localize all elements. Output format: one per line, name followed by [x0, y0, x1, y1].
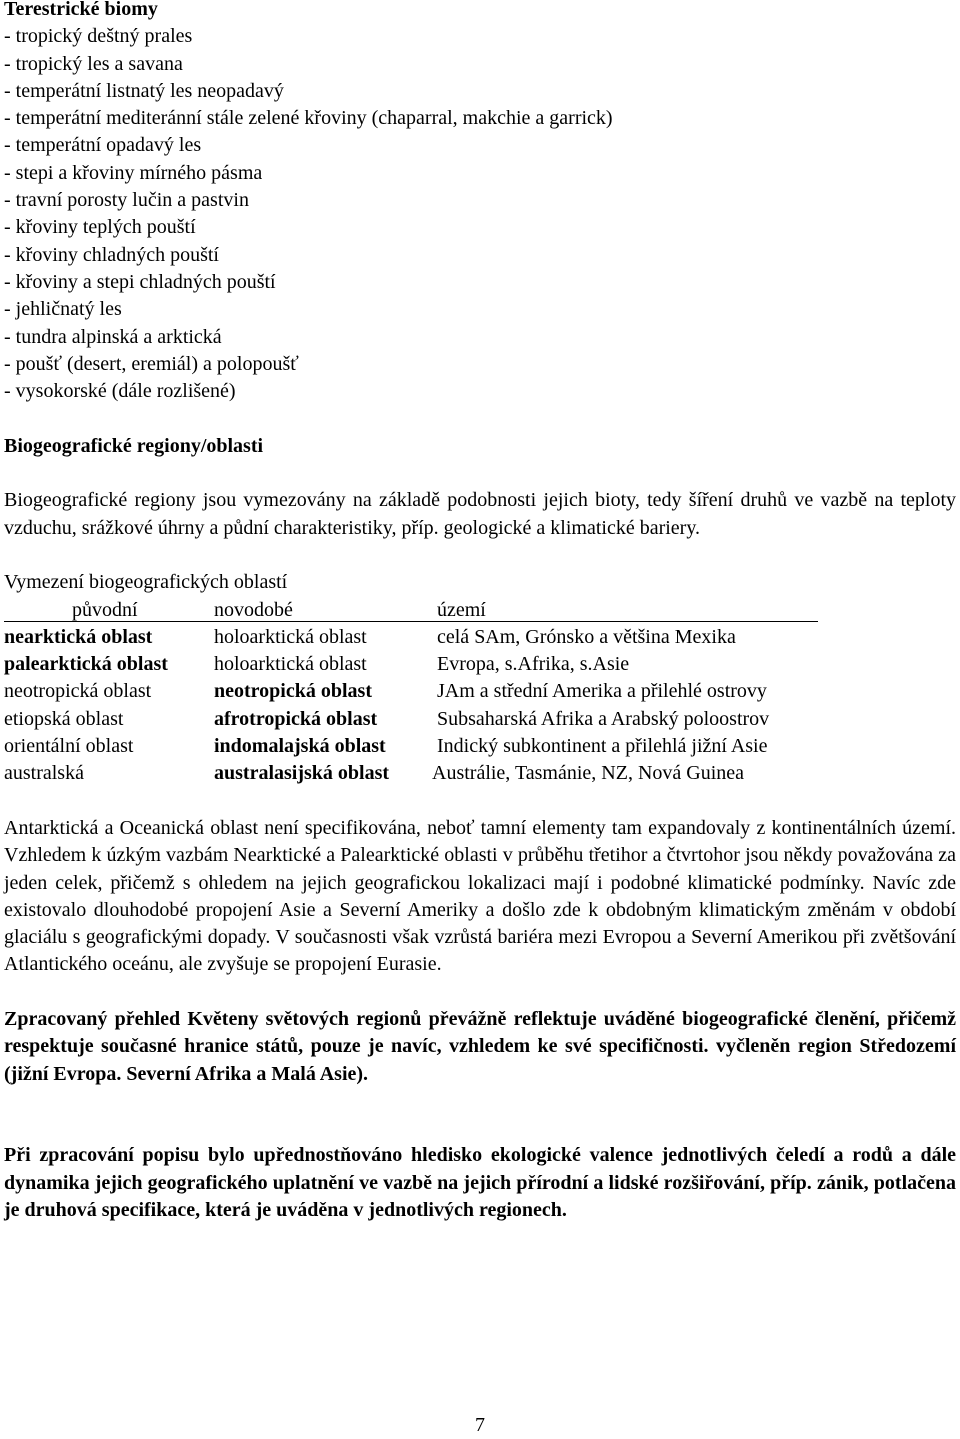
- biome-item: - tropický deštný prales: [4, 25, 193, 48]
- cell-territory: celá SAm, Grónsko a většina Mexika: [437, 625, 736, 648]
- cell-original: palearktická oblast: [4, 653, 168, 676]
- header-original: původní: [72, 598, 138, 621]
- biome-item: - travní porosty lučin a pastvin: [4, 189, 249, 212]
- regions-title: Biogeografické regiony/oblasti: [4, 434, 264, 457]
- regions-intro-paragraph: Biogeografické regiony jsou vymezovány na základě podobnosti jejich bioty, tedy šíření druhů ve vazbě na teploty vzduchu, srážkové úhrny a půdní charakteristiky, příp. geologické a klimatické bariery.: [4, 489, 956, 539]
- overview-paragraph: Zpracovaný přehled Květeny světových regionů převážně reflektuje uváděné biogeografické členění, přičemž respektuje současné hranice států, pouze je navíc, vzhledem ke své specifičnosti. vyčleněn region Středozemí (jižní Evropa. Severní Afrika a Malá Asie).: [4, 1007, 956, 1085]
- biome-item: - křoviny chladných pouští: [4, 243, 219, 266]
- biome-item: - temperátní mediteránní stále zelené křoviny (chaparral, makchie a garrick): [4, 107, 613, 130]
- cell-original: orientální oblast: [4, 735, 134, 758]
- cell-territory: Evropa, s.Afrika, s.Asie: [437, 653, 630, 676]
- table-header-row: [4, 597, 956, 624]
- cell-modern: neotropická oblast: [214, 680, 372, 703]
- biome-item: - křoviny a stepi chladných pouští: [4, 270, 276, 293]
- biome-item: - tropický les a savana: [4, 52, 183, 75]
- biome-item: - stepi a křoviny mírného pásma: [4, 161, 263, 184]
- biome-item: - poušť (desert, eremiál) a polopoušť: [4, 352, 299, 375]
- spacer: [4, 788, 956, 815]
- cell-original: etiopská oblast: [4, 707, 124, 730]
- biome-item: - křoviny teplých pouští: [4, 216, 196, 239]
- terrestrial-biomes-title: Terestrické biomy: [4, 0, 158, 20]
- biome-item: - vysokorské (dále rozlišené): [4, 380, 236, 403]
- header-territory: území: [437, 598, 486, 621]
- biome-item: - jehličnatý les: [4, 298, 122, 321]
- spacer: [4, 1115, 956, 1142]
- cell-original: nearktická oblast: [4, 625, 153, 648]
- table-caption: [4, 569, 956, 596]
- spacer: [4, 405, 956, 432]
- cell-modern: indomalajská oblast: [214, 735, 386, 758]
- spacer: [4, 460, 956, 487]
- table-row: [4, 760, 956, 787]
- cell-modern: australasijská oblast: [214, 762, 390, 785]
- spacer: [4, 979, 956, 1006]
- page-number: 7: [475, 1414, 485, 1436]
- table-row: [4, 706, 956, 733]
- table-row: [4, 624, 956, 651]
- table-row: [4, 678, 956, 705]
- antarctic-paragraph: Antarktická a Oceanická oblast není specifikována, neboť tamní elementy tam expandovaly z kontinentálních území. Vzhledem k úzkým vazbám Nearktické a Palearktické oblasti v průběhu třetihor a čtvrtohor jsou někdy považována za jeden celek, přičemž s ohledem na jejich geografickou lokalizaci mají i podobné klimatické podmínky. Navíc zde existovalo dlouhodobé propojení Asie a Severní Ameriky a došlo zde k obdobným klimatickým změnám v období glaciálu s geografickými dopady. V současnosti však vzrůstá bariéra mezi Evropou a Severní Amerikou při zvětšování Atlantického oceánu, ale zvyšuje se propojení Eurasie.: [4, 816, 956, 976]
- biogeographic-regions-table: [4, 569, 956, 787]
- biome-list: [4, 23, 956, 405]
- document-page: [4, 0, 956, 1224]
- cell-territory: JAm a střední Amerika a přilehlé ostrovy: [437, 680, 767, 703]
- cell-modern: afrotropická oblast: [214, 707, 378, 730]
- table-caption-text: Vymezení biogeografických oblastí: [4, 571, 288, 594]
- spacer: [4, 1088, 956, 1115]
- header-modern: novodobé: [214, 598, 293, 621]
- cell-territory: Subsaharská Afrika a Arabský poloostrov: [437, 707, 770, 730]
- cell-modern: holoarktická oblast: [214, 653, 367, 676]
- method-paragraph: Při zpracování popisu bylo upřednostňováno hledisko ekologické valence jednotlivých čeledí a rodů a dále dynamika jejich geografického uplatnění ve vazbě na jejich přírodní a lidské rozšiřování, příp. zánik, potlačena je druhová specifikace, která je uváděna v jednotlivých regionech.: [4, 1144, 956, 1222]
- biome-item: - tundra alpinská a arktická: [4, 325, 222, 348]
- biome-item: - temperátní listnatý les neopadavý: [4, 79, 284, 102]
- cell-territory: Indický subkontinent a přilehlá jižní Asie: [437, 735, 768, 758]
- header-underline: [4, 621, 818, 622]
- table-row: [4, 733, 956, 760]
- spacer: [4, 542, 956, 569]
- cell-original: australská: [4, 762, 84, 785]
- cell-original: neotropická oblast: [4, 680, 152, 703]
- cell-territory: Austrálie, Tasmánie, NZ, Nová Guinea: [432, 762, 745, 785]
- biome-item: - temperátní opadavý les: [4, 134, 202, 157]
- cell-modern: holoarktická oblast: [214, 625, 367, 648]
- table-row: [4, 651, 956, 678]
